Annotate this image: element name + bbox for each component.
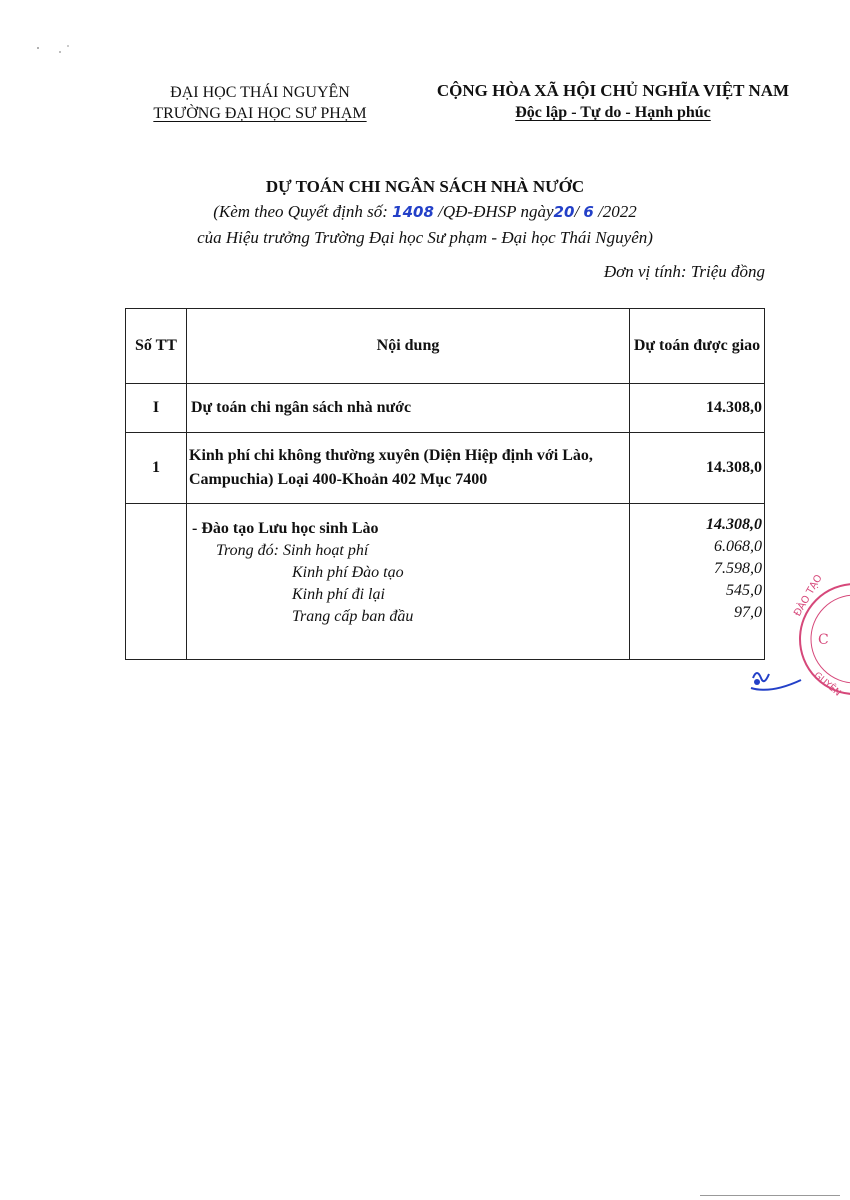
- header-content: Nội dung: [187, 309, 630, 384]
- table-row-detail: [126, 504, 765, 660]
- table-row: [126, 433, 765, 504]
- detail-item-amount: 545,0: [726, 582, 762, 599]
- table-row: [126, 384, 765, 433]
- detail-labels: [187, 504, 630, 660]
- decision-code: /QĐ-ĐHSP ngày: [438, 202, 554, 221]
- row-amount: 14.308,0: [630, 384, 765, 433]
- national-motto: [408, 80, 818, 124]
- school-name: TRƯỜNG ĐẠI HỌC SƯ PHẠM: [153, 105, 367, 122]
- svg-text:ĐÀO TẠO: ĐÀO TẠO: [792, 574, 825, 619]
- detail-item-label: Trong đó: Sinh hoạt phí: [216, 542, 369, 559]
- row-content: Kinh phí chi không thường xuyên (Diện Hiệp định với Lào, Campuchia) Loại 400-Khoản 402 Mục 7400: [187, 433, 630, 504]
- date-separator: /: [574, 202, 580, 221]
- scan-artifact: [20, 40, 80, 60]
- country-name: CỘNG HÒA XÃ HỘI CHỦ NGHĨA VIỆT NAM: [436, 81, 790, 100]
- detail-item-label: Kinh phí Đào tạo: [292, 564, 404, 581]
- row-content: Dự toán chi ngân sách nhà nước: [187, 384, 630, 433]
- motto: Độc lập - Tự do - Hạnh phúc: [515, 104, 711, 121]
- scan-edge-line: [700, 1195, 840, 1196]
- table-header-row: [126, 309, 765, 384]
- detail-item-amount: 6.068,0: [714, 538, 762, 555]
- document-title: DỰ TOÁN CHI NGÂN SÁCH NHÀ NƯỚC: [265, 177, 585, 196]
- detail-amounts: [630, 504, 765, 660]
- detail-main-amount: 14.308,0: [706, 516, 762, 533]
- issuing-authority: [130, 82, 390, 124]
- detail-item-label: Kinh phí đi lại: [292, 586, 385, 603]
- university-name: ĐẠI HỌC THÁI NGUYÊN: [170, 84, 350, 101]
- decision-year: /2022: [598, 202, 637, 221]
- header-stt: Số TT: [126, 309, 187, 384]
- unit-label: Đơn vị tính: Triệu đồng: [603, 262, 765, 281]
- svg-text:GUYÊN: GUYÊN: [811, 670, 843, 699]
- row-amount: 14.308,0: [630, 433, 765, 504]
- decision-month: 6: [583, 203, 594, 221]
- svg-text:C: C: [818, 632, 829, 648]
- detail-item-amount: 7.598,0: [714, 560, 762, 577]
- decision-issuer: của Hiệu trưởng Trường Đại học Sư phạm - Đại học Thái Nguyên): [197, 228, 653, 247]
- detail-main-label: - Đào tạo Lưu học sinh Lào: [192, 520, 379, 537]
- decision-day: 20: [553, 203, 575, 221]
- signature: [745, 660, 805, 700]
- decision-reference: [130, 202, 720, 222]
- budget-table: [125, 308, 765, 660]
- row-stt: 1: [126, 433, 187, 504]
- decision-number: 1408: [392, 203, 434, 221]
- detail-item-amount: 97,0: [734, 604, 762, 621]
- decision-prefix: (Kèm theo Quyết định số:: [213, 202, 388, 221]
- header-amount: Dự toán được giao: [630, 309, 765, 384]
- row-stt-empty: [126, 504, 187, 660]
- row-stt: I: [126, 384, 187, 433]
- detail-item-label: Trang cấp ban đầu: [292, 608, 414, 625]
